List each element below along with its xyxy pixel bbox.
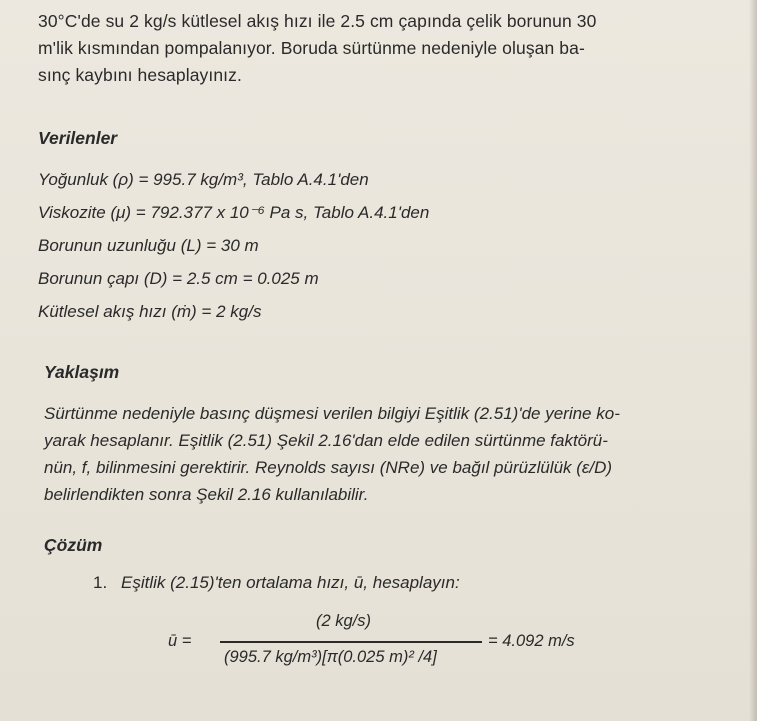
- solution-step-1: [93, 573, 460, 593]
- given-density: Yoğunluk (ρ) = 995.7 kg/m³, Tablo A.4.1'den: [38, 170, 369, 189]
- given-pipe-diameter: Borunun çapı (D) = 2.5 cm = 0.025 m: [38, 269, 319, 288]
- solution-heading: Çözüm: [44, 535, 103, 555]
- equation-numerator: (2 kg/s): [316, 612, 372, 630]
- fraction-bar: [220, 641, 482, 643]
- problem-line: 30°C'de su 2 kg/s kütlesel akış hızı ile 2.5 cm çapında çelik borunun 30: [38, 11, 597, 31]
- problem-statement: [38, 8, 738, 89]
- equation-lhs: ū =: [168, 632, 192, 650]
- approach-line: nün, f, bilinmesini gerektirir. Reynolds sayısı (NRe) ve bağıl pürüzlülük (ε/D): [44, 458, 613, 477]
- step-number: 1.: [93, 573, 108, 592]
- equation-denominator: (995.7 kg/m³)[π(0.025 m)² /4]: [224, 648, 437, 666]
- approach-text: [44, 400, 734, 508]
- problem-line: sınç kaybını hesaplayınız.: [38, 65, 242, 85]
- step-text: Eşitlik (2.15)'ten ortalama hızı, ū, hesaplayın:: [121, 573, 460, 592]
- given-mass-flow-rate: Kütlesel akış hızı (ṁ) = 2 kg/s: [38, 302, 262, 321]
- given-list: [38, 163, 429, 328]
- given-heading: Verilenler: [38, 128, 118, 148]
- approach-line: Sürtünme nedeniyle basınç düşmesi verilen bilgiyi Eşitlik (2.51)'de yerine ko-: [44, 404, 620, 423]
- approach-heading: Yaklaşım: [44, 362, 120, 382]
- given-pipe-length: Borunun uzunluğu (L) = 30 m: [38, 236, 259, 255]
- equation-result: = 4.092 m/s: [488, 632, 575, 650]
- given-viscosity: Viskozite (μ) = 792.377 x 10⁻⁶ Pa s, Tablo A.4.1'den: [38, 203, 430, 222]
- approach-line: belirlendikten sonra Şekil 2.16 kullanılabilir.: [44, 485, 369, 504]
- approach-line: yarak hesaplanır. Eşitlik (2.51) Şekil 2.16'dan elde edilen sürtünme faktörü-: [44, 431, 608, 450]
- page-edge-shadow: [749, 0, 757, 721]
- problem-line: m'lik kısmından pompalanıyor. Boruda sürtünme nedeniyle oluşan ba-: [38, 38, 585, 58]
